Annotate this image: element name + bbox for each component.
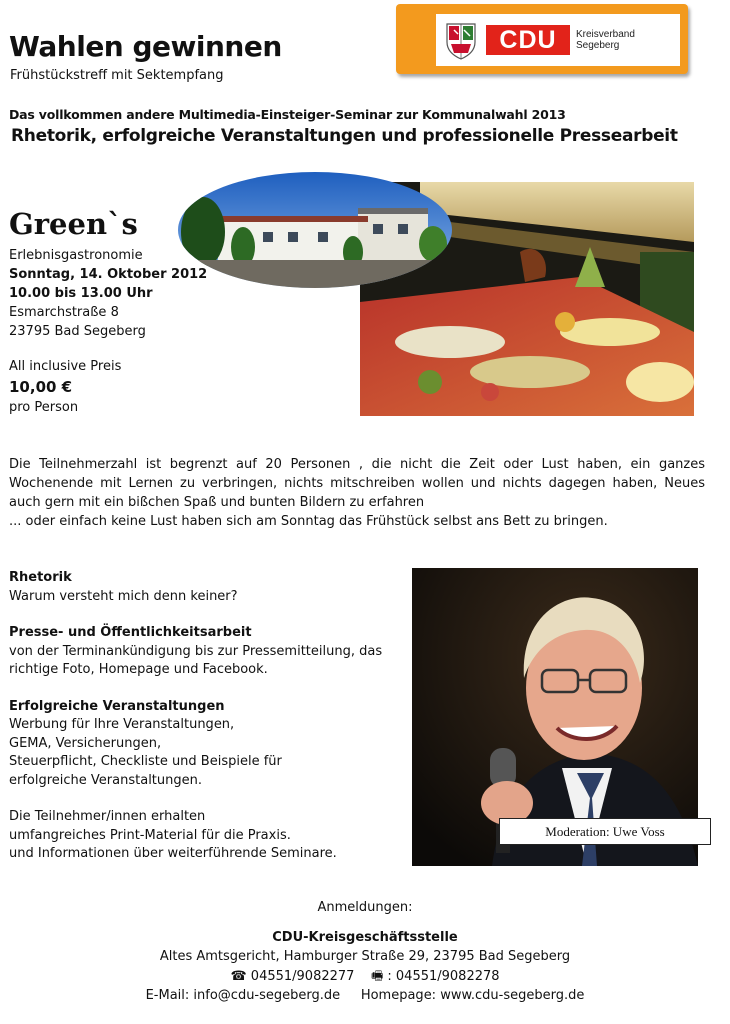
venue-details [9, 246, 207, 341]
intro-text: Die Teilnehmerzahl ist begrenzt auf 20 Personen , die nicht die Zeit oder Lust haben, ein ganzes Wochenende mit Lernen zu verbringen, nichts mitschreiben wollen und nichts dagegen haben, Neues auch gern mit ein bißchen Spaß und bunten Bildern zu erfahren [9, 457, 705, 510]
seminar-description: Das vollkommen andere Multimedia-Einsteiger-Seminar zur Kommunalwahl 2013 [9, 107, 566, 122]
section-line: Steuerpflicht, Checkliste und Beispiele für [9, 754, 282, 769]
venue-street: Esmarchstraße 8 [9, 305, 119, 320]
section-presse [9, 624, 404, 680]
intro-paragraph [9, 455, 705, 531]
section-line: Werbung für Ihre Veranstaltungen, [9, 717, 235, 732]
fax-number: : 04551/9082278 [387, 968, 500, 984]
email-link[interactable]: E-Mail: info@cdu-segeberg.de [145, 988, 341, 1003]
subtitle: Frühstückstreff mit Sektempfang [10, 68, 224, 83]
intro-text-2: ... oder einfach keine Lust haben sich am Sonntag das Frühstück selbst ans Bett zu bringen. [9, 514, 608, 529]
closing-line: und Informationen über weiterführende Seminare. [9, 846, 337, 861]
office-address: Altes Amtsgericht, Hamburger Straße 29, 23795 Bad Segeberg [159, 949, 571, 964]
phone-number[interactable]: 04551/9082277 [250, 968, 355, 984]
coat-of-arms-icon [444, 20, 478, 60]
section-veranstaltungen [9, 698, 404, 791]
event-time: 10.00 bis 13.00 Uhr [9, 286, 153, 301]
event-date: Sonntag, 14. Oktober 2012 [9, 267, 208, 282]
closing-text [9, 808, 404, 864]
photo-caption: Moderation: Uwe Voss [499, 818, 711, 845]
office-name: CDU-Kreisgeschäftsstelle [272, 929, 458, 945]
price-value: 10,00 € [9, 378, 73, 396]
phone-icon: ☎ [230, 968, 247, 984]
closing-line: Die Teilnehmer/innen erhalten [9, 809, 206, 824]
price-label: All inclusive Preis [9, 359, 122, 374]
restaurant-exterior-photo [178, 172, 452, 288]
venue-name: Green`s [9, 207, 138, 241]
web-contacts [0, 986, 730, 1006]
cdu-logo [396, 4, 688, 74]
seminar-sections [9, 569, 404, 864]
price-unit: pro Person [9, 400, 79, 415]
seminar-topic: Rhetorik, erfolgreiche Veranstaltungen und professionelle Pressearbeit [11, 126, 678, 146]
section-line: erfolgreiche Veranstaltungen. [9, 772, 203, 788]
contact-numbers [0, 967, 730, 987]
page-title: Wahlen gewinnen [9, 30, 282, 63]
logo-line-1: Kreisverband [576, 29, 635, 40]
fax-icon: 🖷 [370, 968, 384, 984]
section-line: richtige Foto, Homepage und Facebook. [9, 662, 268, 677]
section-heading: Rhetorik [9, 570, 72, 585]
cdu-brand: CDU [486, 25, 570, 55]
registration-footer [0, 898, 730, 1006]
section-heading: Erfolgreiche Veranstaltungen [9, 698, 225, 714]
logo-panel [436, 14, 680, 66]
homepage-link[interactable]: Homepage: www.cdu-segeberg.de [360, 988, 585, 1003]
section-line: Warum versteht mich denn keiner? [9, 588, 238, 604]
section-line: GEMA, Versicherungen, [9, 735, 162, 751]
venue-city: 23795 Bad Segeberg [9, 324, 146, 339]
closing-line: umfangreiches Print-Material für die Praxis. [9, 827, 291, 843]
registration-label: Anmeldungen: [317, 900, 413, 915]
kreisverband-label [576, 29, 635, 51]
section-rhetorik [9, 569, 404, 606]
logo-line-2: Segeberg [576, 40, 620, 51]
venue-type: Erlebnisgastronomie [9, 248, 143, 263]
section-line: von der Terminankündigung bis zur Pressemitteilung, das [9, 643, 383, 659]
section-heading: Presse- und Öffentlichkeitsarbeit [9, 625, 252, 640]
